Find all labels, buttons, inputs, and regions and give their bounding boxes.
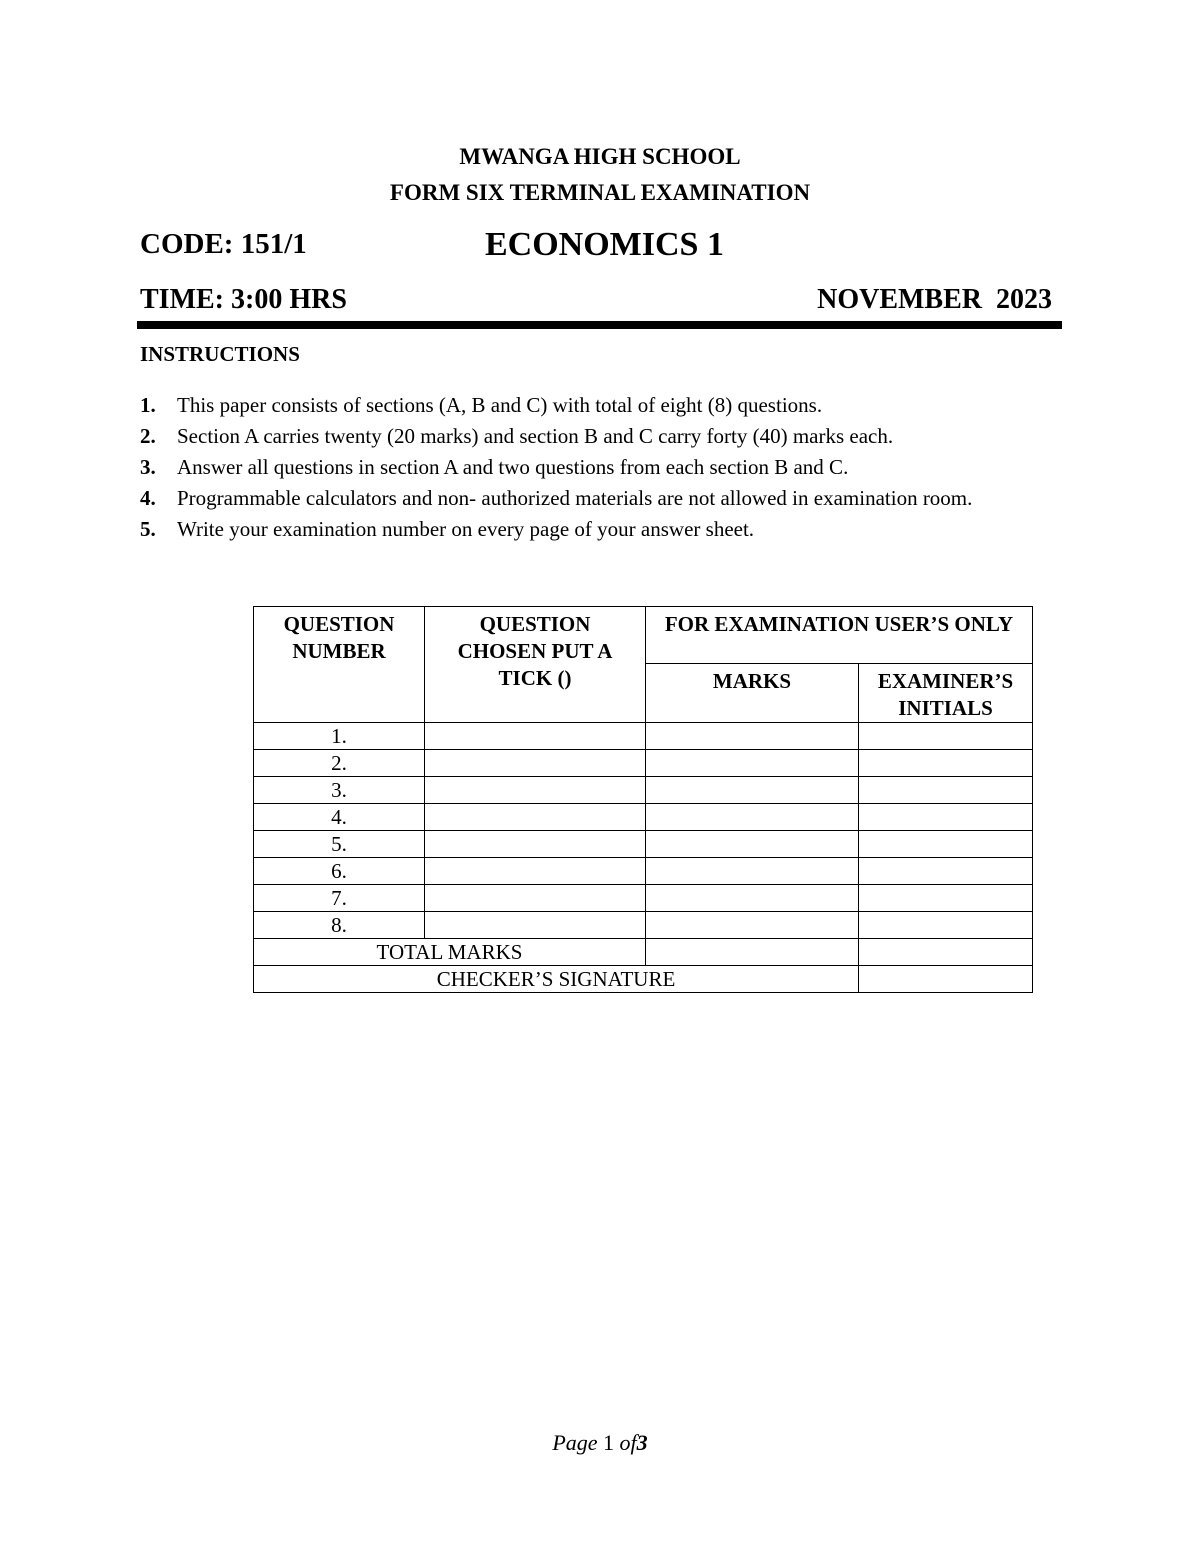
question-number-cell: 8. [254, 912, 425, 939]
table-row [254, 858, 1033, 885]
tick-cell[interactable] [425, 858, 646, 885]
marks-cell[interactable] [646, 723, 859, 750]
checker-signature-cell[interactable] [859, 966, 1033, 993]
initials-cell[interactable] [859, 804, 1033, 831]
question-number-cell: 7. [254, 885, 425, 912]
tick-cell[interactable] [425, 723, 646, 750]
initials-cell[interactable] [859, 777, 1033, 804]
col-marks: MARKS [646, 664, 859, 723]
instruction-text: Write your examination number on every page of your answer sheet. [177, 517, 755, 541]
instructions-heading: INSTRUCTIONS [140, 342, 300, 366]
total-initials-cell[interactable] [859, 939, 1033, 966]
page-number: 1 [603, 1430, 615, 1455]
instruction-number: 3. [140, 455, 156, 479]
initials-cell[interactable] [859, 723, 1033, 750]
page-total: 3 [636, 1430, 648, 1455]
marks-cell[interactable] [646, 912, 859, 939]
tick-cell[interactable] [425, 912, 646, 939]
marks-cell[interactable] [646, 858, 859, 885]
total-marks-label: TOTAL MARKS [254, 939, 646, 966]
marks-cell[interactable] [646, 831, 859, 858]
instruction-text: Answer all questions in section A and two questions from each section B and C. [177, 455, 849, 479]
marks-table [253, 606, 1033, 993]
marks-cell[interactable] [646, 885, 859, 912]
page-footer [0, 1430, 1200, 1456]
col-question-chosen: QUESTION CHOSEN PUT A TICK () [425, 607, 646, 723]
question-number-cell: 6. [254, 858, 425, 885]
instruction-item [140, 390, 1070, 421]
instruction-item [140, 421, 1070, 452]
initials-cell[interactable] [859, 858, 1033, 885]
tick-cell[interactable] [425, 777, 646, 804]
initials-cell[interactable] [859, 885, 1033, 912]
total-marks-cell[interactable] [646, 939, 859, 966]
instruction-number: 5. [140, 517, 156, 541]
exam-time: TIME: 3:00 HRS [140, 284, 347, 315]
instruction-item [140, 452, 1070, 483]
page-word: Page [552, 1430, 598, 1455]
tick-cell[interactable] [425, 804, 646, 831]
instruction-text: This paper consists of sections (A, B and C) with total of eight (8) questions. [177, 393, 823, 417]
of-word: of [619, 1430, 637, 1455]
question-number-cell: 4. [254, 804, 425, 831]
instructions-list [140, 390, 1070, 545]
question-number-cell: 5. [254, 831, 425, 858]
marks-cell[interactable] [646, 804, 859, 831]
header-divider [137, 321, 1062, 329]
subject-title: ECONOMICS 1 [485, 226, 724, 263]
instruction-text: Section A carries twenty (20 marks) and section B and C carry forty (40) marks each. [177, 424, 894, 448]
col-question-number: QUESTION NUMBER [254, 607, 425, 723]
tick-cell[interactable] [425, 831, 646, 858]
exam-title: FORM SIX TERMINAL EXAMINATION [389, 180, 811, 205]
instruction-number: 2. [140, 424, 156, 448]
col-examiner-group: FOR EXAMINATION USER’S ONLY [646, 607, 1033, 664]
instruction-number: 4. [140, 486, 156, 510]
table-row [254, 777, 1033, 804]
question-number-cell: 3. [254, 777, 425, 804]
marks-cell[interactable] [646, 777, 859, 804]
paper-code: CODE: 151/1 [140, 228, 307, 260]
tick-cell[interactable] [425, 750, 646, 777]
table-row [254, 804, 1033, 831]
instruction-item [140, 483, 1070, 514]
table-row [254, 723, 1033, 750]
table-row [254, 912, 1033, 939]
table-row [254, 885, 1033, 912]
school-name: MWANGA HIGH SCHOOL [459, 144, 741, 169]
instruction-number: 1. [140, 393, 156, 417]
instruction-item [140, 514, 1070, 545]
exam-date: NOVEMBER 2023 [817, 284, 1052, 315]
col-examiner-initials: EXAMINER’S INITIALS [859, 664, 1033, 723]
checker-signature-row [254, 966, 1033, 993]
table-row [254, 750, 1033, 777]
initials-cell[interactable] [859, 831, 1033, 858]
table-row [254, 831, 1033, 858]
marks-cell[interactable] [646, 750, 859, 777]
initials-cell[interactable] [859, 750, 1033, 777]
total-marks-row [254, 939, 1033, 966]
tick-cell[interactable] [425, 885, 646, 912]
question-number-cell: 2. [254, 750, 425, 777]
instruction-text: Programmable calculators and non- authorized materials are not allowed in examination room. [177, 486, 973, 510]
question-number-cell: 1. [254, 723, 425, 750]
checker-signature-label: CHECKER’S SIGNATURE [254, 966, 859, 993]
initials-cell[interactable] [859, 912, 1033, 939]
